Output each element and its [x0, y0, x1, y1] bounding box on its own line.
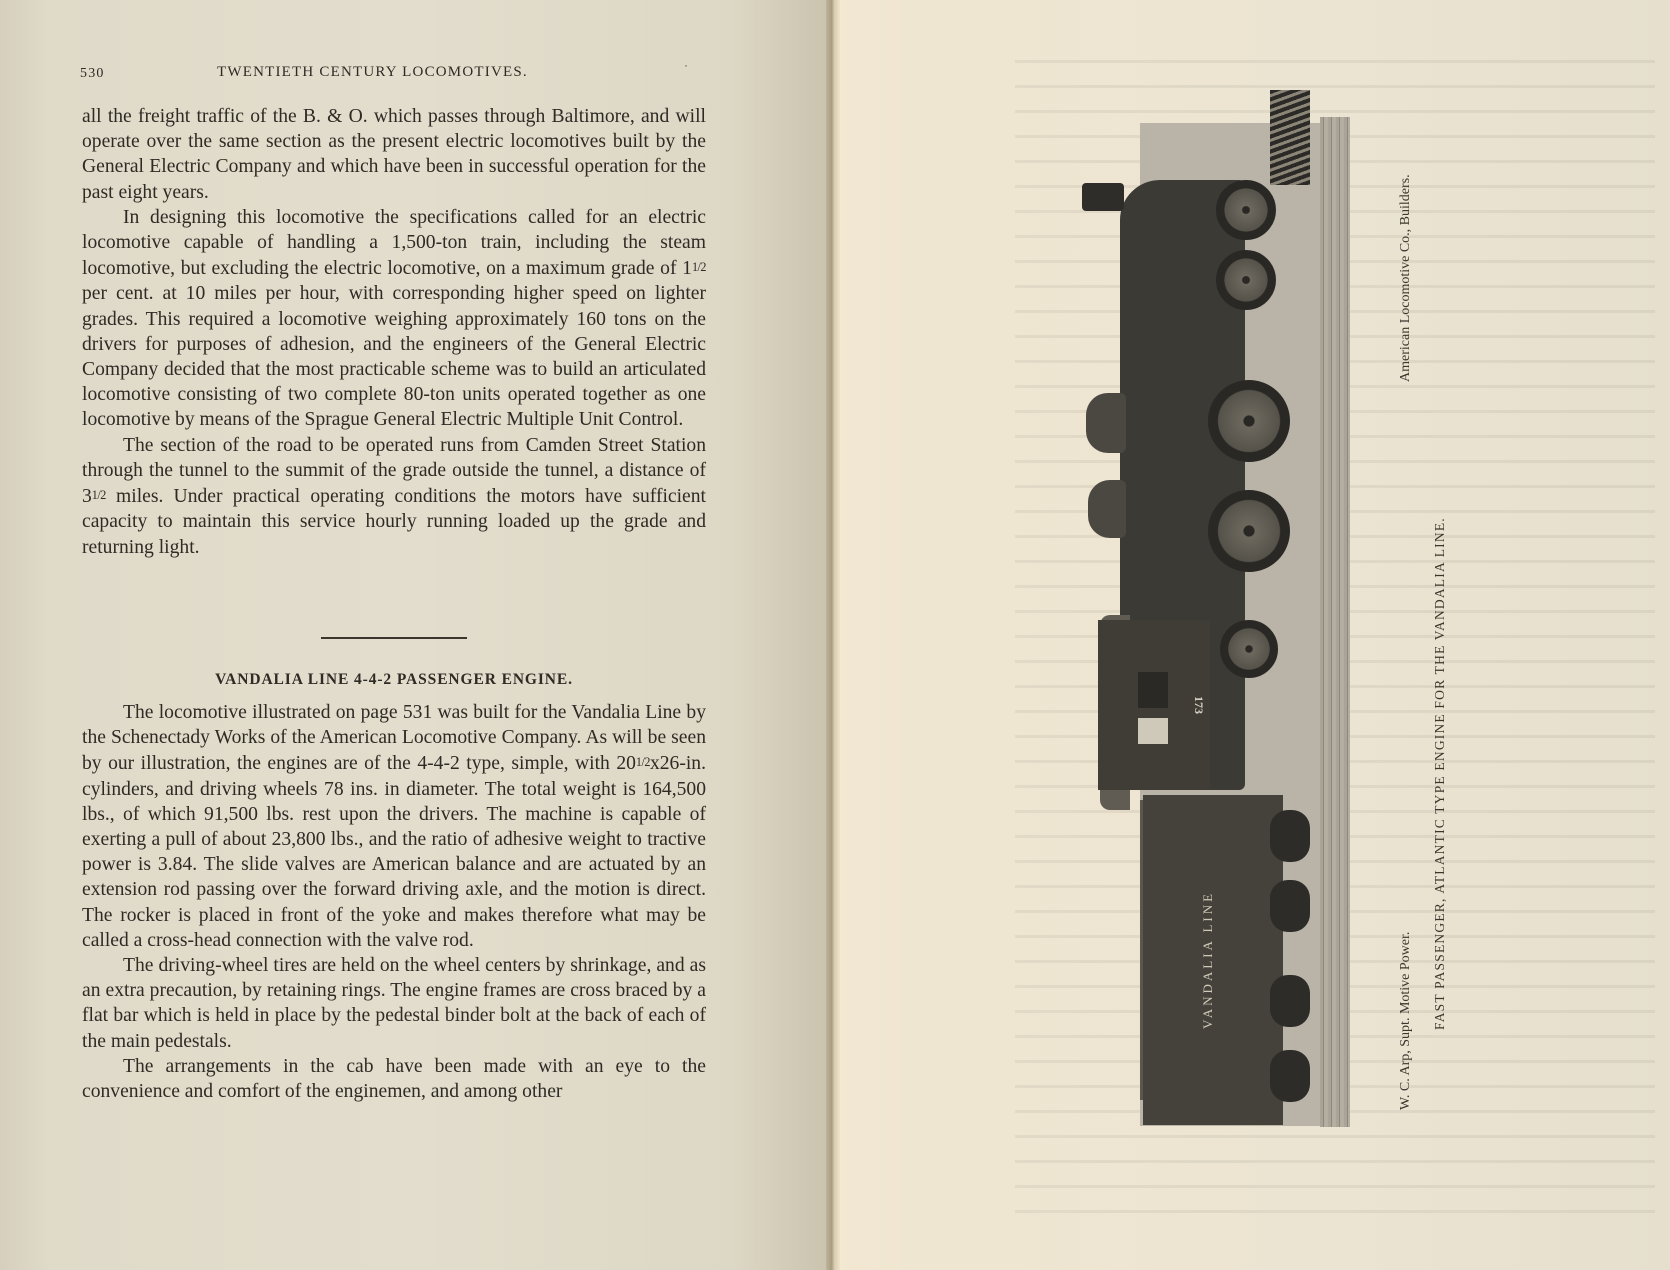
trailing-wheel: [1220, 620, 1278, 678]
paragraph-text: miles. Under practical operating conditions the motors have sufficient capacity to maintain this service hourly running loaded up the grade and returning light.: [82, 486, 706, 558]
smokestack: [1082, 183, 1124, 211]
cab-window: [1138, 672, 1168, 708]
truck-wheel: [1270, 880, 1310, 932]
truck-wheel: [1270, 975, 1310, 1027]
book-gutter: [826, 0, 840, 1270]
running-head-title: TWENTIETH CENTURY LOCOMOTIVES.: [217, 64, 528, 80]
margin-mark: ˙: [684, 62, 690, 76]
paragraph-text: per cent. at 10 miles per hour, with corresponding higher speed on lighter grades. This required a locomotive weighing approximately 160 tons on the drivers for purposes of adhesion, and the engineers of the General Electric Company decided that the most practicable scheme was to build an articulated locomotive consisting of two complete 80-ton units operated together as one locomotive by means of the Sprague General Electric Multiple Unit Control.: [82, 283, 706, 431]
fraction: 1/2: [635, 755, 650, 770]
driving-wheel: [1208, 490, 1290, 572]
cab-number: 173: [1192, 696, 1206, 714]
tender-trucks: [1270, 800, 1310, 1120]
paragraph: [82, 205, 706, 433]
fraction: 1/2: [691, 260, 706, 275]
paragraph-text: The locomotive illustrated on page 531 was built for the Vandalia Line by the Schenectady Works of the American Locomotive Company. As will be seen by our illustration, the engines are of the 4-4-2 type, simple, with 20: [82, 702, 706, 775]
pony-wheel: [1216, 250, 1276, 310]
pilot-cowcatcher: [1270, 90, 1310, 185]
paragraph: [82, 433, 706, 560]
running-head: [80, 64, 700, 86]
section-body: [82, 700, 706, 1104]
truck-wheel: [1270, 1050, 1310, 1102]
pony-wheel: [1216, 180, 1276, 240]
paragraph-text: x26-in. cylinders, and driving wheels 78 ins. in diameter. The total weight is 164,500 lbs., of which 91,500 lbs. rest upon the drivers. The machine is capable of exerting a pull of about 23,800 lbs., and the ratio of adhesive weight to tractive power is 3.84. The slide valves are American balance and are actuated by an extension rod passing over the forward driving axle, and the motion is direct. The rocker is placed in front of the yoke and makes therefore what may be called a cross-head connection with the valve rod.: [82, 753, 706, 951]
paragraph-text: The section of the road to be operated runs from Camden Street Station through the tunnel to the summit of the grade outside the tunnel, a distance of 3: [82, 434, 706, 508]
page-number: 530: [80, 66, 105, 81]
left-page: [0, 0, 833, 1270]
fraction: 1/2: [91, 488, 106, 503]
driving-wheel: [1208, 380, 1290, 462]
paragraph: [82, 700, 706, 953]
paragraph: all the freight traffic of the B. & O. which passes through Baltimore, and will operate over the same section as the present electric locomotives built by the General Electric Company and which have been in successful operation for the past eight years.: [82, 106, 706, 203]
wheel-group: [1208, 180, 1303, 780]
body-text-continued: [82, 104, 706, 560]
section-heading: VANDALIA LINE 4-4-2 PASSENGER ENGINE.: [215, 671, 573, 688]
paragraph-text: In designing this locomotive the specifications called for an electric locomotive capable of handling a 1,500-ton train, including the steam locomotive, but excluding the electric locomotive, on a maximum grade of 1: [82, 206, 706, 280]
caption-title: FAST PASSENGER, ATLANTIC TYPE ENGINE FOR THE VANDALIA LINE.: [1432, 517, 1447, 1030]
track-ground: [1320, 117, 1350, 1127]
sand-dome: [1088, 480, 1126, 538]
tender-lettering: VANDALIA LINE: [1200, 890, 1215, 1030]
paragraph: The driving-wheel tires are held on the wheel centers by shrinkage, and as an extra precaution, by retaining rings. The engine frames are cross braced by a flat bar which is held in place by the pedestal binder bolt at the back of each of the main pedestals.: [82, 955, 706, 1052]
paragraph: The arrangements in the cab have been made with an eye to the convenience and comfort of the enginemen, and among other: [82, 1055, 706, 1103]
caption-builder: American Locomotive Co., Builders.: [1398, 174, 1413, 382]
cab-window: [1138, 718, 1168, 744]
section-divider: [321, 637, 467, 639]
truck-wheel: [1270, 810, 1310, 862]
steam-dome: [1086, 393, 1126, 453]
caption-superintendent: W. C. Arp, Supt. Motive Power.: [1398, 931, 1413, 1110]
